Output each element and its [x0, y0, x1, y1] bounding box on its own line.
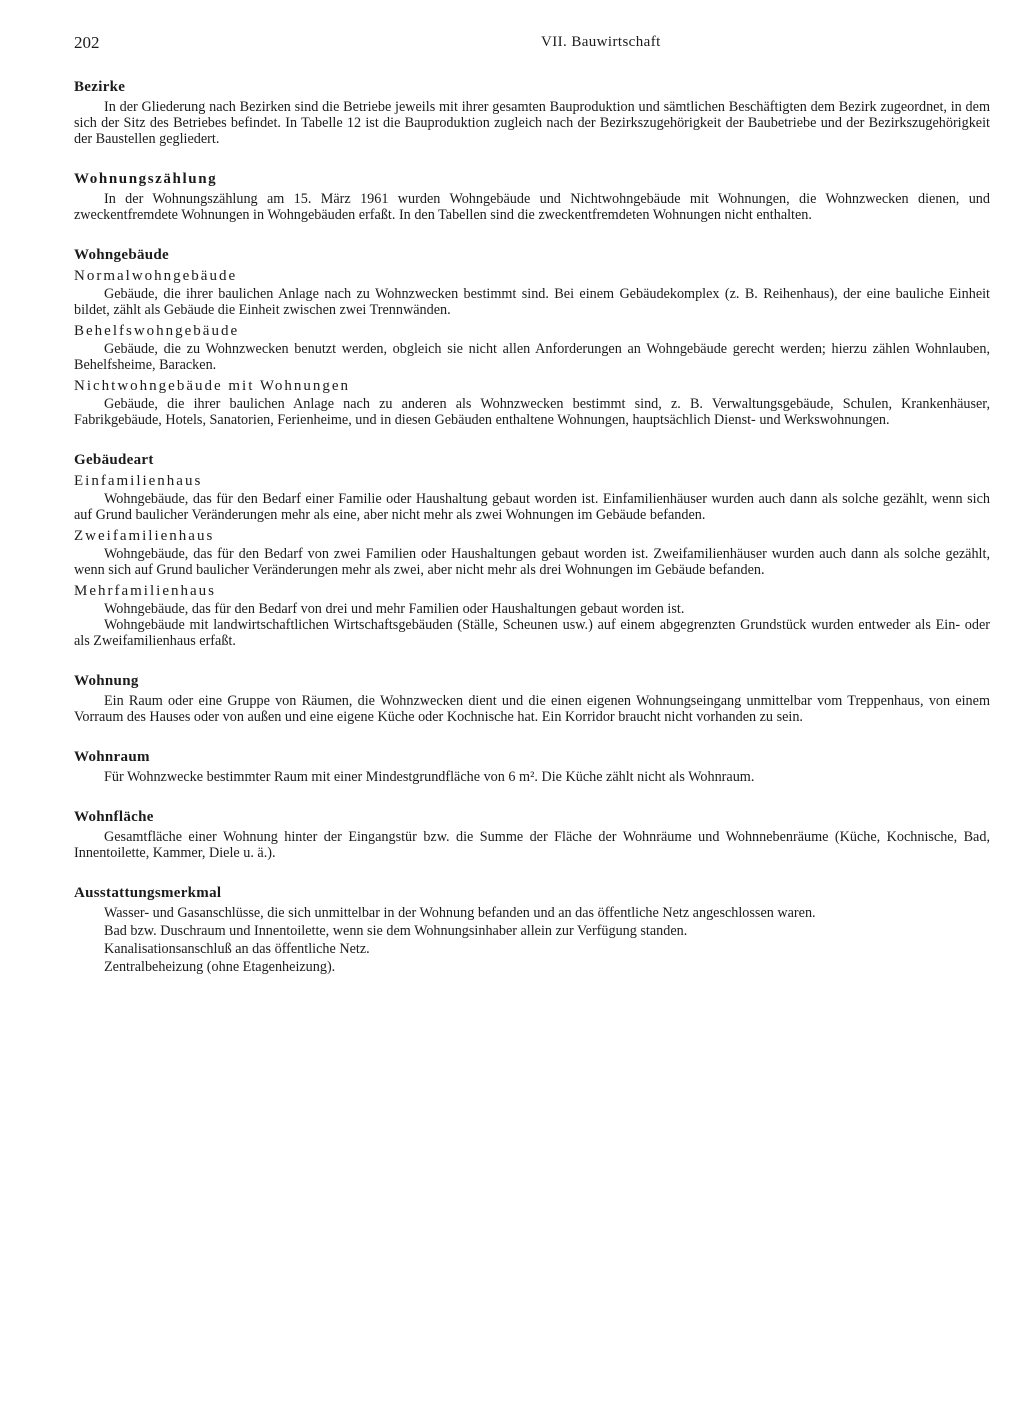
section-heading: Bezirke — [74, 79, 126, 95]
list-item: Wasser- und Gasanschlüsse, die sich unmittelbar in der Wohnung befanden und an das öffentliche Netz angeschlossen waren. — [104, 905, 816, 921]
sub-heading: Behelfswohngebäude — [74, 323, 240, 339]
list-item: Zentralbeheizung (ohne Etagenheizung). — [104, 959, 336, 975]
paragraph: Wohngebäude mit landwirtschaftlichen Wirtschaftsgebäuden (Ställe, Scheunen usw.) auf einem abgegrenzten Grundstück wurden entweder als Ein- oder als Zweifamilienhaus erfaßt. — [74, 617, 990, 649]
section-gebaeudeart — [74, 451, 990, 649]
sub-heading: Normalwohngebäude — [74, 268, 238, 284]
section-wohnungszaehlung — [74, 170, 990, 223]
sub-heading: Einfamilienhaus — [74, 473, 203, 489]
section-wohnraum — [74, 748, 990, 785]
paragraph: Wohngebäude, das für den Bedarf von zwei Familien oder Haushaltungen gebaut worden ist. Zweifamilienhäuser wurden auch dann als solche gezählt, wenn sich auf Grund baulicher Veränderungen mehr als zwei, aber nicht mehr als drei Wohnungen im Gebäude befanden. — [74, 546, 990, 578]
section-wohnung — [74, 672, 990, 725]
paragraph: Für Wohnzwecke bestimmter Raum mit einer Mindestgrundfläche von 6 m². Die Küche zählt nicht als Wohnraum. — [104, 769, 755, 785]
paragraph: Gebäude, die ihrer baulichen Anlage nach zu Wohnzwecken bestimmt sind. Bei einem Gebäudekomplex (z. B. Reihenhaus), der eine bauliche Einheit bildet, zählt als Gebäude die Einheit zwischen zwei Trennwänden. — [74, 286, 990, 318]
sub-heading: Nichtwohngebäude mit Wohnungen — [74, 378, 350, 394]
list-item: Bad bzw. Duschraum und Innentoilette, wenn sie dem Wohnungsinhaber allein zur Verfügung standen. — [104, 923, 688, 939]
section-heading: Wohngebäude — [74, 247, 169, 263]
paragraph: Gebäude, die ihrer baulichen Anlage nach zu anderen als Wohnzwecken bestimmt sind, z. B. Verwaltungsgebäude, Schulen, Krankenhäuser, Fabrikgebäude, Hotels, Sanatorien, Ferienheime, und in diesen Gebäuden enthaltene Wohnungen, hauptsächlich Dienst- und Werkswohnungen. — [74, 396, 990, 428]
running-head: VII. Bauwirtschaft — [541, 34, 661, 50]
section-heading: Gebäudeart — [74, 452, 154, 468]
paragraph: In der Wohnungszählung am 15. März 1961 wurden Wohngebäude und Nichtwohngebäude mit Wohnungen, die Wohnzwecken dienen, und zweckentfremdete Wohnungen in Wohngebäuden erfaßt. In den Tabellen sind die zweckentfremdeten Wohnungen nicht enthalten. — [74, 191, 990, 223]
section-ausstattungsmerkmal — [74, 884, 990, 976]
section-heading: Wohnungszählung — [74, 171, 218, 187]
section-heading: Wohnraum — [74, 749, 150, 765]
paragraph: Gebäude, die zu Wohnzwecken benutzt werden, obgleich sie nicht allen Anforderungen an Wohngebäude gerecht werden; hierzu zählen Wohnlauben, Behelfsheime, Baracken. — [74, 341, 990, 373]
paragraph: Wohngebäude, das für den Bedarf einer Familie oder Haushaltung gebaut worden ist. Einfamilienhäuser wurden auch dann als solche gezählt, wenn sich auf Grund baulicher Veränderungen mehr als eine, aber nicht mehr als zwei Wohnungen im Gebäude befanden. — [74, 491, 990, 523]
section-bezirke — [74, 78, 990, 147]
sub-heading: Mehrfamilienhaus — [74, 583, 216, 599]
paragraph: Gesamtfläche einer Wohnung hinter der Eingangstür bzw. die Summe der Fläche der Wohnräume und Wohnnebenräume (Küche, Kochnische, Bad, Innentoilette, Kammer, Diele u. ä.). — [74, 829, 990, 861]
page-header — [74, 33, 988, 55]
section-heading: Ausstattungsmerkmal — [74, 885, 222, 901]
section-heading: Wohnung — [74, 673, 139, 689]
page-body — [74, 78, 990, 977]
paragraph: In der Gliederung nach Bezirken sind die Betriebe jeweils mit ihrer gesamten Bauproduktion und sämtlichen Beschäftigten dem Bezirk zugeordnet, in dem sich der Sitz des Betriebes befindet. In Tabelle 12 ist die Bauproduktion zugleich nach der Bezirkszugehörigkeit der Baubetriebe und der Bezirkszugehörigkeit der Baustellen gegliedert. — [74, 99, 990, 147]
section-wohngebaeude — [74, 246, 990, 428]
section-wohnflaeche — [74, 808, 990, 861]
paragraph: Wohngebäude, das für den Bedarf von drei und mehr Familien oder Haushaltungen gebaut worden ist. — [104, 601, 685, 617]
paragraph: Ein Raum oder eine Gruppe von Räumen, die Wohnzwecken dient und die einen eigenen Wohnungseingang unmittelbar vom Treppenhaus, von einem Vorraum des Hauses oder von außen und eine eigene Küche oder Kochnische hat. Ein Korridor braucht nicht vorhanden zu sein. — [74, 693, 990, 725]
page-number: 202 — [74, 33, 100, 52]
section-heading: Wohnfläche — [74, 809, 154, 825]
list-item: Kanalisationsanschluß an das öffentliche Netz. — [104, 941, 370, 957]
sub-heading: Zweifamilienhaus — [74, 528, 215, 544]
